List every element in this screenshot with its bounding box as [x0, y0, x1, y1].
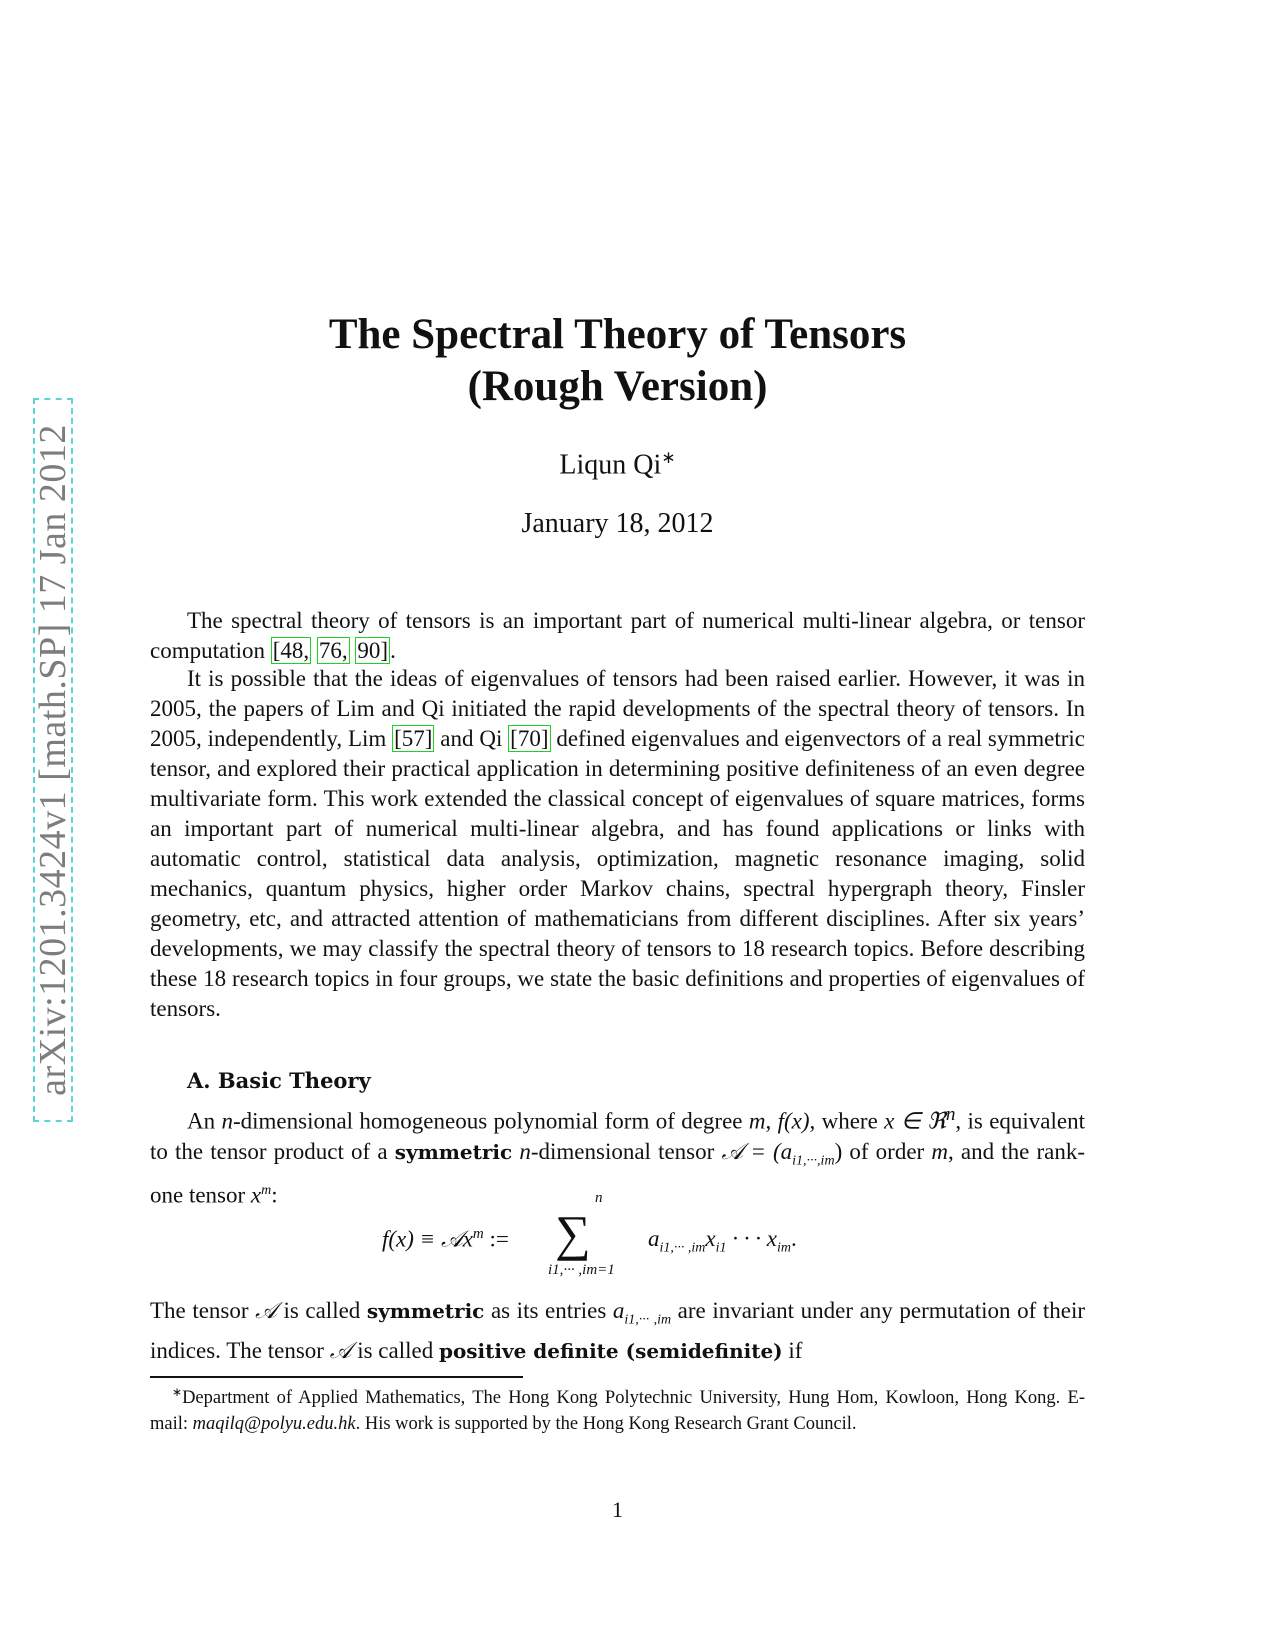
paragraph-text: . [390, 638, 396, 663]
title-line-2: (Rough Version) [467, 363, 768, 410]
paper-title [150, 309, 1085, 413]
footnote-rule [150, 1376, 523, 1378]
paragraph-text: defined eigenvalues and eigenvectors of a real symmetric tensor, and explored their practical application in determining positive definiteness of an even degree multivariate form. This work extended the classical concept of eigenvalues of square matrices, forms an important part of numerical multi-linear algebra, and has found applications or links with automatic control, statistical data analysis, optimization, magnetic resonance imaging, solid mechanics, quantum physics, higher order Markov chains, spectral hypergraph theory, Finsler geometry, etc, and attracted attention of mathematicians from different disciplines. After six years’ developments, we may classify the spectral theory of tensors to 18 research topics. Before describing these 18 research topics in four groups, we state the basic definitions and properties of eigenvalues of tensors. [150, 726, 1085, 1021]
paragraph-symmetric: The tensor 𝒜 is called symmetric as its entries $a_{i1,\cdot\cdot\cdot ,im}$ are invariant under any permutation of their indices. The tensor 𝒜 is called positive definite (semidefinite) if [150, 1298, 1085, 1363]
sum-upper-limit: n [595, 1190, 603, 1206]
arxiv-stamp-text: arXiv:1201.3424v1 [math.SP] 17 Jan 2012 [32, 424, 74, 1096]
section-heading: A. Basic Theory [187, 1068, 371, 1093]
term-positive-definite: positive definite (semidefinite) [438, 1338, 783, 1363]
citation-link[interactable]: [57] [394, 726, 433, 751]
paragraph-text: It is possible that the ideas of eigenvalues of tensors had been raised earlier. However, it was in 2005, the papers of Lim and Qi initiated the rapid developments of the spectral theory of tensors. In 2005, independently, Lim [150, 666, 1085, 751]
footnote-mark: ∗ [172, 1385, 183, 1399]
email-link[interactable]: maqilq@polyu.edu.hk [192, 1414, 356, 1435]
date: January 18, 2012 [521, 508, 714, 539]
citation-link[interactable]: 76, [318, 638, 348, 663]
term-symmetric: symmetric [366, 1299, 485, 1323]
footnote: ∗Department of Applied Mathematics, The Hong Kong Polytechnic University, Hung Hom, Kowloon, Hong Kong. E-mail: maqilq@polyu.edu.hk. His work is supported by the Hong Kong Research Grant Council. [150, 1385, 1085, 1435]
sum-symbol: ∑ [555, 1205, 591, 1261]
citation-link[interactable]: [48, [272, 638, 310, 663]
arxiv-stamp [33, 398, 73, 1122]
page-number: 1 [612, 1497, 623, 1522]
citation-link[interactable]: [70] [510, 726, 549, 751]
paragraph-intro [150, 606, 1085, 666]
author-footnote-mark[interactable]: ∗ [661, 448, 676, 467]
title-line-1: The Spectral Theory of Tensors [328, 311, 907, 358]
display-equation [150, 1190, 1085, 1282]
sum-lower-limit: i1,··· ,im=1 [548, 1262, 615, 1278]
paragraph-history [150, 664, 1085, 1024]
equation-rhs: $a_{i1,\cdot\cdot\cdot ,im}x_{i1}$ · · · $x_{im}$. [648, 1226, 797, 1256]
paragraph-text: and Qi [434, 726, 509, 751]
author-name: Liqun Qi [559, 449, 662, 481]
equation-lhs: f(x) ≡ 𝒜x$^m$ := [382, 1226, 509, 1252]
paragraph-text: The spectral theory of tensors is an important part of numerical multi-linear algebra, or tensor computation [150, 608, 1085, 663]
term-symmetric: symmetric [394, 1139, 513, 1164]
paragraph-definition: An n-dimensional homogeneous polynomial form of degree m, f(x), where x ∈ ℜ$^n$, is equivalent to the tensor product of a symmetric n-dimensional tensor 𝒜 = $(a_{i1,\cdot\cdot\cdot,im})$ of order m, and the rank-one tensor $x^m$: [150, 1104, 1085, 1208]
citation-link[interactable]: 90] [357, 638, 389, 663]
author [150, 448, 1085, 481]
